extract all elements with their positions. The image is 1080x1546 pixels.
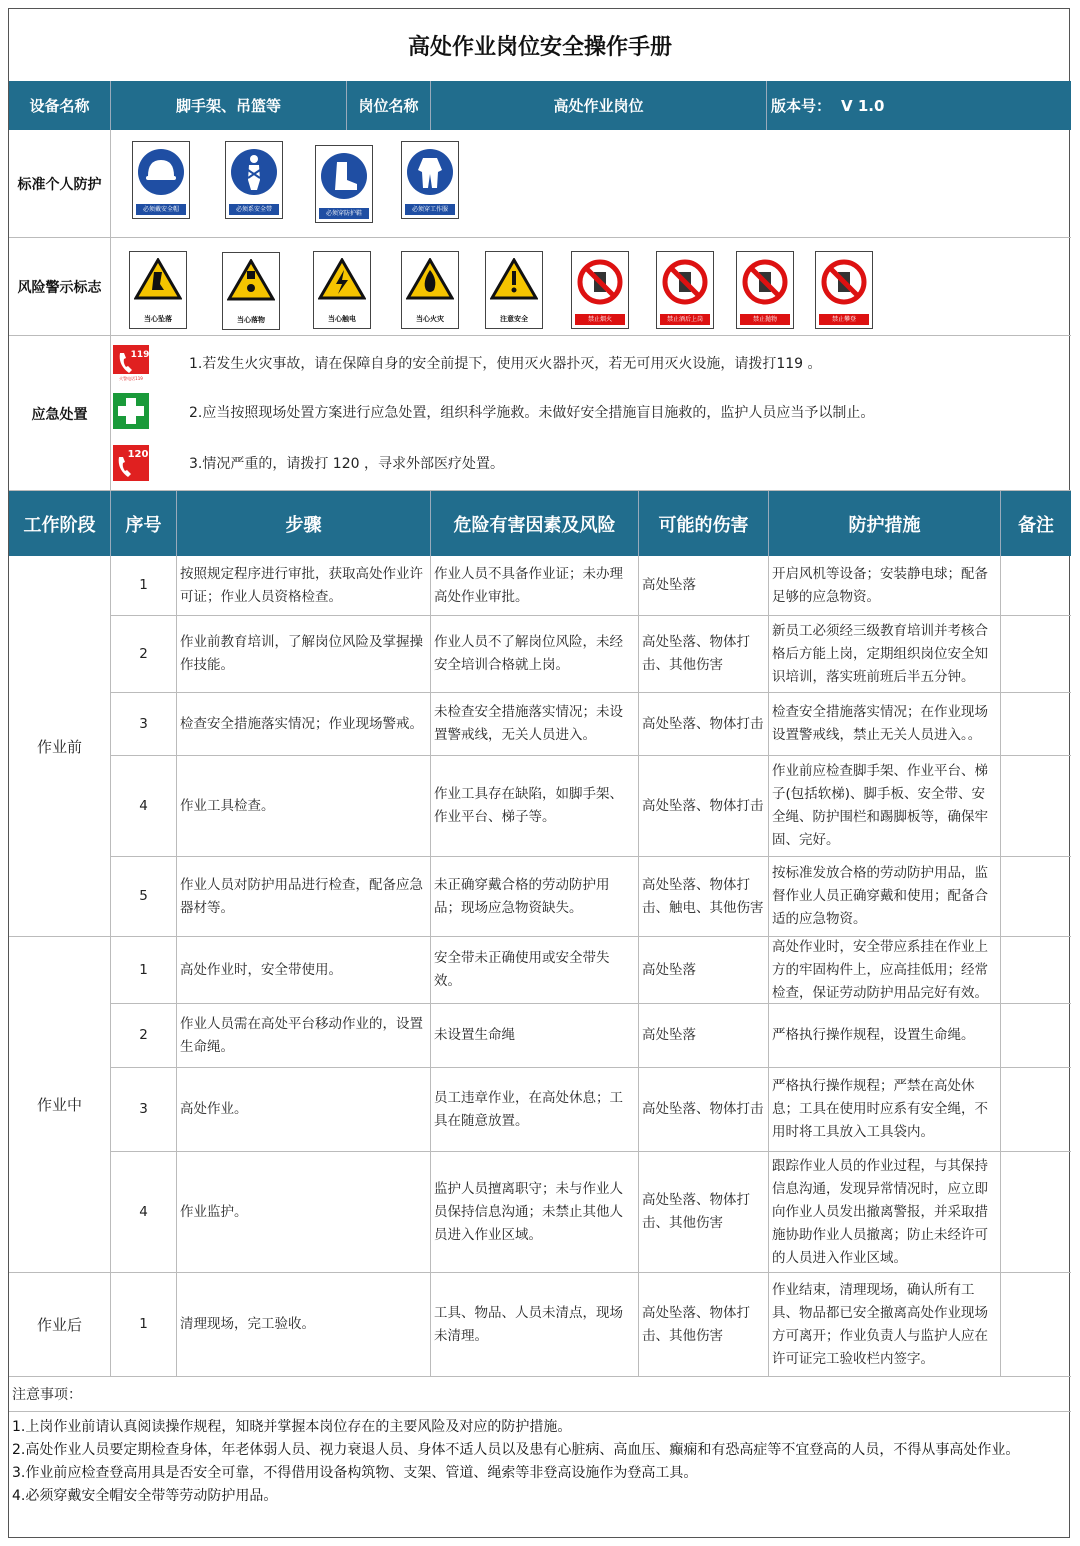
fall-warning-icon — [134, 258, 182, 302]
fire-phone-icon — [113, 345, 149, 381]
row-step: 清理现场，完工验收。 — [177, 1273, 431, 1377]
harness-icon — [230, 148, 278, 196]
post-name-label: 岗位名称 — [347, 81, 431, 130]
warning-sign-caption: 当心火灾 — [405, 314, 455, 325]
row-measure: 检查安全措施落实情况；在作业现场设置警戒线，禁止无关人员进入。。 — [769, 693, 1001, 756]
warning-sign — [222, 252, 280, 330]
row-number: 3 — [111, 1068, 177, 1152]
no-throwing-icon — [741, 258, 789, 306]
warning-sign-caption: 当心触电 — [317, 314, 367, 325]
warning-sign — [485, 251, 543, 329]
row-hazard: 工具、物品、人员未清点，现场未清理。 — [431, 1273, 639, 1377]
col-header-step: 步骤 — [177, 491, 431, 556]
warning-label: 风险警示标志 — [9, 238, 111, 336]
ambulance-phone-icon — [113, 445, 149, 481]
row-number: 1 — [111, 937, 177, 1004]
row-remark — [1001, 857, 1071, 937]
row-remark — [1001, 937, 1071, 1004]
row-hazard: 作业人员不了解岗位风险，未经安全培训合格就上岗。 — [431, 616, 639, 693]
workwear-caption: 必须穿工作服 — [405, 204, 455, 215]
notes-list — [12, 1416, 1066, 1508]
row-number: 2 — [111, 1004, 177, 1068]
manual-sheet — [8, 8, 1070, 1538]
workwear-icon — [406, 148, 454, 196]
post-name-value: 高处作业岗位 — [431, 81, 767, 130]
row-remark — [1001, 1152, 1071, 1273]
warning-sign — [815, 251, 873, 329]
row-step: 作业前教育培训，了解岗位风险及掌握操作技能。 — [177, 616, 431, 693]
col-header-hazard: 危险有害因素及风险 — [431, 491, 639, 556]
row-remark — [1001, 1004, 1071, 1068]
row-remark — [1001, 693, 1071, 756]
phase-after: 作业后 — [9, 1273, 111, 1377]
falling-object-warning-icon — [227, 259, 275, 303]
helmet-icon — [137, 148, 185, 196]
row-measure: 跟踪作业人员的作业过程，与其保持信息沟通，发现异常情况时，应立即向作业人员发出撤离警报，并采取措施协助作业人员撤离；防止未经许可的人员进入作业区域。 — [769, 1152, 1001, 1273]
row-hazard: 作业人员不具备作业证；未办理高处作业审批。 — [431, 556, 639, 616]
row-hazard: 监护人员擅离职守；未与作业人员保持信息沟通；未禁止其他人员进入作业区域。 — [431, 1152, 639, 1273]
row-harm: 高处坠落 — [639, 937, 769, 1004]
device-name-label: 设备名称 — [9, 81, 111, 130]
warning-sign-caption: 禁止烟火 — [575, 314, 625, 325]
row-harm: 高处坠落、物体打击、其他伤害 — [639, 616, 769, 693]
col-header-measure: 防护措施 — [769, 491, 1001, 556]
harness-sign — [225, 141, 283, 219]
version-label: 版本号： — [771, 97, 832, 115]
row-step: 作业人员需在高处平台移动作业的，设置生命绳。 — [177, 1004, 431, 1068]
col-header-harm: 可能的伤害 — [639, 491, 769, 556]
row-step: 按照规定程序进行审批，获取高处作业许可证；作业人员资格检查。 — [177, 556, 431, 616]
row-number: 4 — [111, 756, 177, 857]
row-harm: 高处坠落、物体打击、触电、其他伤害 — [639, 857, 769, 937]
warning-sign-caption: 禁止抛物 — [740, 314, 790, 325]
row-measure: 按标准发放合格的劳动防护用品，监督作业人员正确穿戴和使用；配备合适的应急物资。 — [769, 857, 1001, 937]
row-number: 5 — [111, 857, 177, 937]
boot-caption: 必须穿防护鞋 — [319, 208, 369, 219]
warning-sign — [313, 251, 371, 329]
page-title: 高处作业岗位安全操作手册 — [9, 9, 1071, 82]
warning-sign — [571, 251, 629, 329]
row-number: 2 — [111, 616, 177, 693]
note-item: 1.上岗作业前请认真阅读操作规程，知晓并掌握本岗位存在的主要风险及对应的防护措施。 — [12, 1419, 572, 1435]
emergency-label: 应急处置 — [9, 336, 111, 491]
safety-warning-icon — [490, 258, 538, 302]
row-number: 4 — [111, 1152, 177, 1273]
row-hazard: 未正确穿戴合格的劳动防护用品；现场应急物资缺失。 — [431, 857, 639, 937]
note-item: 2.高处作业人员要定期检查身体，年老体弱人员、视力衰退人员、身体不适人员以及患有心脏病、高血压、癫痫和有恐高症等不宜登高的人员，不得从事高处作业。 — [12, 1442, 1020, 1458]
row-step: 高处作业时，安全带使用。 — [177, 937, 431, 1004]
notes-title: 注意事项： — [9, 1377, 1071, 1412]
first-aid-icon — [113, 393, 149, 429]
harness-caption: 必须系安全带 — [229, 204, 279, 215]
version-cell — [767, 81, 1071, 130]
emergency-item-3: 3.情况严重的，请拨打 120 ，寻求外部医疗处置。 — [189, 456, 504, 472]
warning-sign — [129, 251, 187, 329]
helmet-caption: 必须戴安全帽 — [136, 204, 186, 215]
version-value: V 1.0 — [841, 96, 885, 115]
row-measure: 开启风机等设备；安装静电球；配备足够的应急物资。 — [769, 556, 1001, 616]
row-hazard: 未检查安全措施落实情况；未设置警戒线，无关人员进入。 — [431, 693, 639, 756]
emergency-item-2: 2.应当按照现场处置方案进行应急处置，组织科学施救。未做好安全措施盲目施救的，监护人员应当予以制止。 — [189, 405, 875, 421]
workwear-sign — [401, 141, 459, 219]
row-step: 高处作业。 — [177, 1068, 431, 1152]
col-header-no: 序号 — [111, 491, 177, 556]
fire-phone-caption: 火警电话119 — [119, 376, 143, 381]
warning-sign — [656, 251, 714, 329]
row-step: 作业人员对防护用品进行检查，配备应急器材等。 — [177, 857, 431, 937]
fire-phone-number: 119 — [130, 350, 149, 360]
fire-warning-icon — [406, 258, 454, 302]
row-measure: 作业结束，清理现场，确认所有工具、物品都已安全撤离高处作业现场方可离开；作业负责人与监护人应在许可证完工验收栏内签字。 — [769, 1273, 1001, 1377]
row-remark — [1001, 1273, 1071, 1377]
col-header-phase: 工作阶段 — [9, 491, 111, 556]
row-hazard: 安全带未正确使用或安全带失效。 — [431, 937, 639, 1004]
warning-sign-caption: 当心落物 — [226, 315, 276, 326]
device-name-value: 脚手架、吊篮等 — [111, 81, 347, 130]
row-remark — [1001, 616, 1071, 693]
no-drunk-climb-icon — [661, 258, 709, 306]
row-measure: 高处作业时，安全带应系挂在作业上方的牢固构件上，应高挂低用；经常检查，保证劳动防护用品完好有效。 — [769, 937, 1001, 1004]
row-harm: 高处坠落、物体打击、其他伤害 — [639, 1273, 769, 1377]
row-hazard: 未设置生命绳 — [431, 1004, 639, 1068]
row-remark — [1001, 756, 1071, 857]
boot-icon — [320, 152, 368, 200]
phase-before: 作业前 — [9, 556, 111, 937]
ppe-label: 标准个人防护 — [9, 130, 111, 238]
row-measure: 新员工必须经三级教育培训并考核合格后方能上岗，定期组织岗位安全知识培训，落实班前班后半五分钟。 — [769, 616, 1001, 693]
row-number: 1 — [111, 556, 177, 616]
electric-shock-warning-icon — [318, 258, 366, 302]
row-harm: 高处坠落、物体打击 — [639, 756, 769, 857]
row-harm: 高处坠落、物体打击 — [639, 1068, 769, 1152]
emergency-item-1: 1.若发生火灾事故，请在保障自身的安全前提下，使用灭火器扑灭，若无可用灭火设施，请拨打119 。 — [189, 356, 822, 372]
ambulance-phone-number: 120 — [127, 449, 149, 460]
row-step: 作业工具检查。 — [177, 756, 431, 857]
note-item: 3.作业前应检查登高用具是否安全可靠，不得借用设备构筑物、支架、管道、绳索等非登高设施作为登高工具。 — [12, 1465, 698, 1481]
row-number: 3 — [111, 693, 177, 756]
row-measure: 严格执行操作规程；严禁在高处休息；工具在使用时应系有安全绳，不用时将工具放入工具袋内。 — [769, 1068, 1001, 1152]
row-measure: 严格执行操作规程，设置生命绳。 — [769, 1004, 1001, 1068]
phase-during: 作业中 — [9, 937, 111, 1273]
no-climbing-icon — [820, 258, 868, 306]
warning-sign-caption: 当心坠落 — [133, 314, 183, 325]
row-harm: 高处坠落 — [639, 1004, 769, 1068]
row-harm: 高处坠落 — [639, 556, 769, 616]
warning-sign — [736, 251, 794, 329]
row-remark — [1001, 556, 1071, 616]
row-hazard: 员工违章作业，在高处休息；工具在随意放置。 — [431, 1068, 639, 1152]
warning-sign-caption: 禁止攀登 — [819, 314, 869, 325]
col-header-remark: 备注 — [1001, 491, 1071, 556]
row-harm: 高处坠落、物体打击 — [639, 693, 769, 756]
helmet-sign — [132, 141, 190, 219]
boot-sign — [315, 145, 373, 223]
row-harm: 高处坠落、物体打击、其他伤害 — [639, 1152, 769, 1273]
row-measure: 作业前应检查脚手架、作业平台、梯子(包括软梯)、脚手板、安全带、安全绳、防护围栏和踢脚板等，确保牢固、完好。 — [769, 756, 1001, 857]
no-fire-icon — [576, 258, 624, 306]
row-number: 1 — [111, 1273, 177, 1377]
warning-sign-caption: 注意安全 — [489, 314, 539, 325]
note-item: 4.必须穿戴安全帽安全带等劳动防护用品。 — [12, 1488, 278, 1504]
row-step: 作业监护。 — [177, 1152, 431, 1273]
row-hazard: 作业工具存在缺陷，如脚手架、作业平台、梯子等。 — [431, 756, 639, 857]
warning-sign — [401, 251, 459, 329]
warning-sign-caption: 禁止酒后上岗 — [660, 314, 710, 325]
row-remark — [1001, 1068, 1071, 1152]
row-step: 检查安全措施落实情况；作业现场警戒。 — [177, 693, 431, 756]
